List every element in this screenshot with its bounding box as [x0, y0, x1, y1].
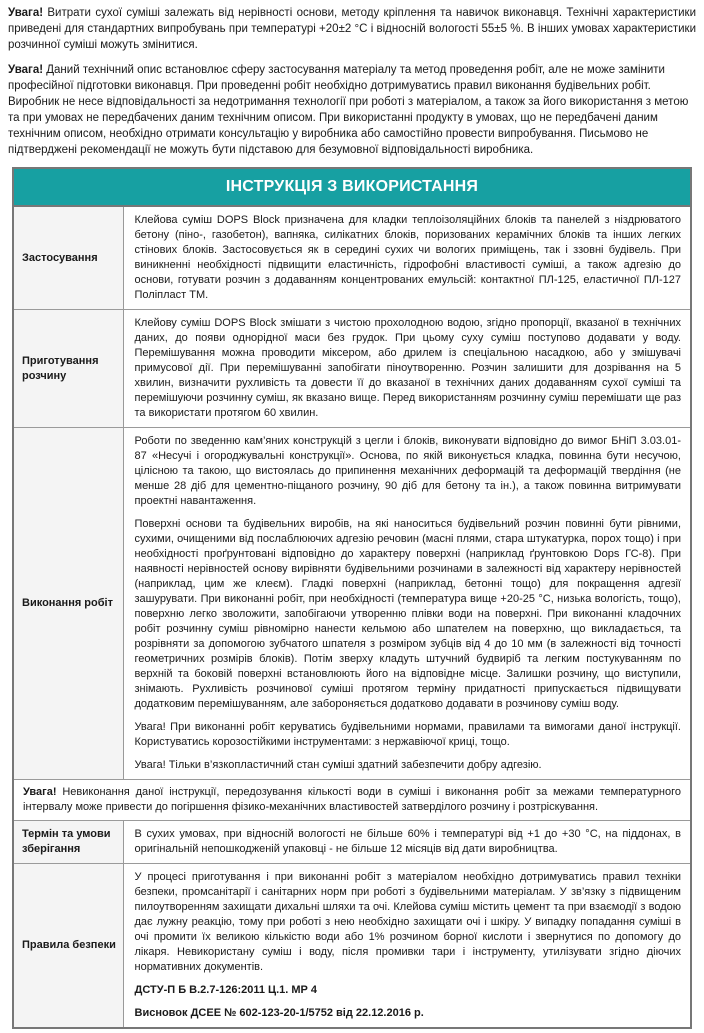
execution-paragraph-4: Увага! Тільки в’язкопластичний стан суміші здатний забезпечити добру адгезію.: [134, 759, 542, 771]
table-title: ІНСТРУКЦІЯ З ВИКОРИСТАННЯ: [13, 168, 691, 206]
table-row-storage: [13, 821, 691, 864]
notice-paragraph-2: [8, 62, 696, 158]
execution-label: Виконання робіт: [13, 428, 123, 780]
notice-2-lead: Увага!: [8, 64, 44, 76]
storage-cell: [123, 821, 691, 864]
warning-cell: [13, 780, 691, 821]
instruction-table: [12, 167, 692, 1029]
table-row-application: [13, 206, 691, 310]
notice-paragraph-1: [8, 5, 696, 53]
application-cell: [123, 206, 691, 310]
notice-1-lead: Увага!: [8, 7, 44, 19]
standard-reference: ДСТУ-П Б В.2.7-126:2011 Ц.1. МР 4: [134, 984, 318, 996]
conclusion-reference: Висновок ДСЕЕ № 602-123-20-1/5752 від 22.12.2016 р.: [134, 1007, 424, 1019]
preparation-cell: [123, 310, 691, 428]
warning-text: Невиконання даної інструкції, передозування кількості води в суміші і виконання робіт за межами температурного інтервалу може привести до погіршення фізико-механічних властивостей затверділого розчину і розтріскування.: [23, 786, 681, 813]
safety-cell: [123, 864, 691, 1029]
table-row-execution: [13, 428, 691, 780]
table-header-row: [13, 168, 691, 206]
execution-paragraph-1: Роботи по зведенню кам’яних конструкцій з цегли і блоків, виконувати відповідно до вимог БНіП 3.03.01-87 «Несучі і огороджувальні конструкції». Основа, по якій виконується кладка, повинна бути несучою, цілісною та такою, що вистоялась до припинення механічних деформацій та деформацій твердіння (не менше 28 діб для цементно-піщаного розчину, 90 діб для бетону та ін.), а також повинна витримувати проектні навантаження.: [134, 435, 681, 507]
instruction-table-wrapper: [12, 167, 692, 1029]
storage-label: Термін та умови зберігання: [13, 821, 123, 864]
application-text: Клейова суміш DOPS Block призначена для кладки теплоізоляційних блоків та панелей з ніздрюватого бетону (піно-, газобетон), вапняка, силікатних блоків, поризованих керамічних блоків та інших легких стінових блоків. Застосовується як в середині сухих чи вологих приміщень, так і ззовні будівель. При виникненні необхідності підвищити еластичність, гідрофобні властивості суміші, а також адгезію до основи, готувати розчин з додаванням концентрованих емульсій: контактної ПЛ-125, еластичної ПЛ-127 Поліпласт ТМ.: [134, 214, 681, 301]
execution-paragraph-2: Поверхні основи та будівельних виробів, на які наноситься будівельний розчин повинні бути рівними, сухими, очищеними від послаблюючих адгезію речовин (масні плями, стара штукатурка, порох тощо) і при необхідності проґрунтовані відповідно до характеру поверхні (наприклад ґрунтовкою Dops ГС-8). При наявності нерівностей основу вирівняти будівельними розчинами в залежності від характеру нерівностей (наприклад, цим же клеєм). Гладкі поверхні (наприклад, бетонні тощо) для покращення адгезії зашурувати. При виконанні робіт, при необхідності (температура вище +20-25 °С, низька вологість, тощо), поверхню легко зволожити, запобігаючи утворенню плівки води на поверхні. При виконанні кладочних робіт розчинну суміш рівномірно нанести кельмою або шпателем на поверхню, що викладається, та розрівняти за допомогою зубчатого шпателя з розміром зубців від 4 до 10 мм (в залежності від точності геометричних розмірів блоків). Потім зверху кладуть штучний будвиріб та легким постукуванням по верхній та боковій поверхні встановлюють його на відповідне місце. Залишки розчину, що виступили, знімають. Рухливість розчинової суміші протягом терміну придатності припускається підвищувати додатковим перемішуванням, але забороняється додатково додавати в розчинову суміш воду.: [134, 518, 681, 710]
safety-label: Правила безпеки: [13, 864, 123, 1029]
preparation-label: Приготування розчину: [13, 310, 123, 428]
notice-1-text: Витрати сухої суміші залежать від нерівності основи, методу кріплення та навичок виконавця. Технічні характеристики приведені для стандартних випробувань при температурі +20±2 °С і відносній вологості 55±5 %. В інших умовах характеристики розчинної суміші можуть змінитися.: [8, 7, 696, 51]
safety-text: У процесі приготування і при виконанні робіт з матеріалом необхідно дотримуватись правил техніки безпеки, промсанітарії і санітарних норм при роботі з будівельними матеріалам. У зв’язку з підвищеним пилоутворенням захищати дихальні шляхи та очі. Клейова суміш містить цемент та при взаємодії з водою дає лужну реакцію, тому при роботі з нею необхідно захищати очі і шкіру. У випадку попадання суміші в очі промити їх великою кількістю води або 1% розчином борної кислоти і звернутися по допомогу до лікаря. Невикористану суміш і воду, після промивки тари і інструменту, утилізувати згідно діючих нормативних документів.: [134, 871, 681, 973]
storage-text: В сухих умовах, при відносній вологості не більше 60% і температурі від +1 до +30 °С, на піддонах, в оригінальній непошкодженій упаковці - не більше 12 місяців від дати виробництва.: [134, 828, 681, 855]
application-label: Застосування: [13, 206, 123, 310]
warning-lead: Увага!: [23, 786, 57, 798]
table-row-safety: [13, 864, 691, 1029]
execution-cell: [123, 428, 691, 780]
top-notices: [0, 5, 704, 158]
execution-paragraph-3: Увага! При виконанні робіт керуватись будівельними нормами, правилами та вимогами даної інструкції. Користуватись корозостійкими інструментами: з нержавіючої криці, тощо.: [134, 721, 681, 748]
notice-2-text: Даний технічний опис встановлює сферу застосування матеріалу та метод проведення робіт, але не може замінити професійної підготовки виконавця. При проведенні робіт необхідно дотримуватись правил виконання будівельних робіт. Виробник не несе відповідальності за недотримання технології при роботі з матеріалом, а також за його використання з метою та при умовах не передбачених даним технічним описом. При використанні продукту в умовах, що не передбачені даним технічним описом, необхідно отримати консультацію у виробника або самостійно провести випробування. Письмово не підтверджені рекомендації не можуть бути підставою для безумовної відповідальності виробника.: [8, 64, 689, 156]
table-row-preparation: [13, 310, 691, 428]
preparation-text: Клейову суміш DOPS Block змішати з чистою прохолодною водою, згідно пропорції, вказаної в технічних даних, до появи однорідної маси без грудок. При цьому суху суміш поступово додавати у воду. Перемішування можна проводити міксером, або дрилем із спеціальною насадкою, або у змішувачі примусової дії. При перемішуванні запобігати піноутворенню. Розчин залишити для дозрівання на 5 хвилин, визначити рухливість та довести її до вказаної в технічних даних додаванням сухої суміші та перемішуючи розчинну суміш, як вказано вище. Перед використанням розчинну суміш перемішати ще раз та використати протягом 60 хвилин.: [134, 317, 681, 419]
table-row-warning: [13, 780, 691, 821]
